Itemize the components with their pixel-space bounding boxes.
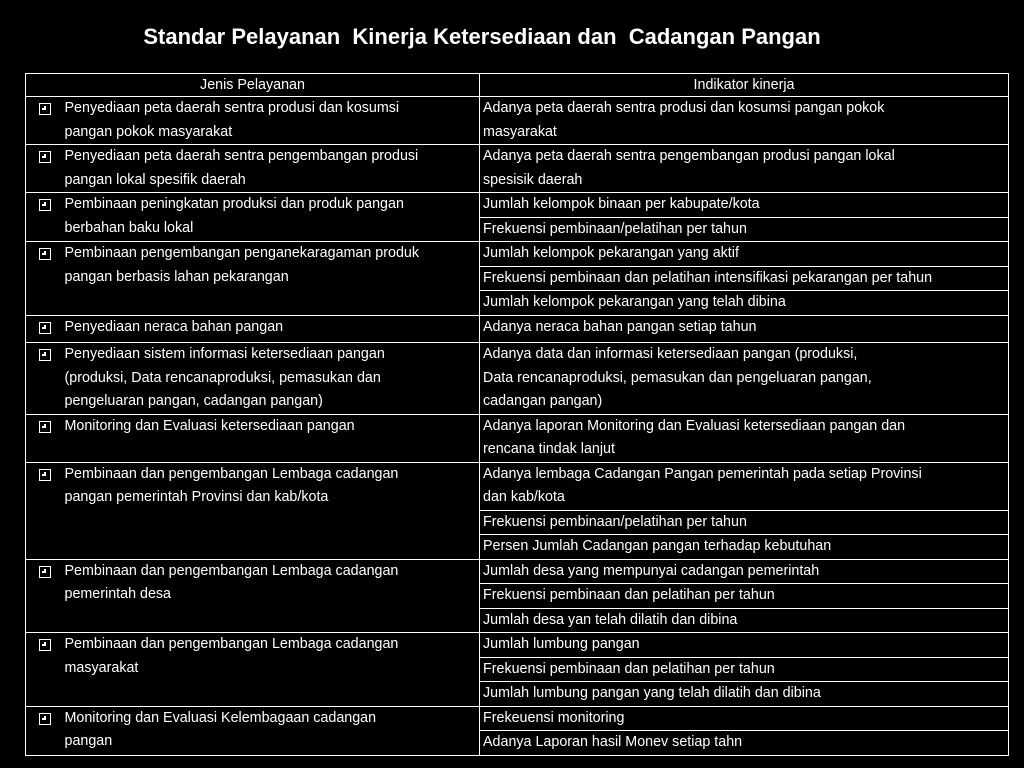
checkbox-bullet-icon xyxy=(39,566,51,578)
table-row xyxy=(26,633,1009,658)
bullet-cell xyxy=(26,242,62,316)
header-jenis-pelayanan: Jenis Pelayanan xyxy=(26,74,480,97)
checkbox-bullet-icon xyxy=(39,639,51,651)
jenis-pelayanan-cell: Penyediaan neraca bahan pangan xyxy=(62,315,480,343)
bullet-cell xyxy=(26,706,62,755)
indikator-kinerja-cell: Frekuensi pembinaan/pelatihan per tahun xyxy=(480,217,1009,242)
indikator-kinerja-cell: Frekuensi pembinaan dan pelatihan per tahun xyxy=(480,657,1009,682)
jenis-pelayanan-cell: Pembinaan dan pengembangan Lembaga cadangan pemerintah desa xyxy=(62,559,480,633)
indikator-kinerja-cell: Jumlah lumbung pangan xyxy=(480,633,1009,658)
indikator-kinerja-cell: Adanya Laporan hasil Monev setiap tahn xyxy=(480,731,1009,756)
indikator-kinerja-cell: Adanya data dan informasi ketersediaan pangan (produksi, Data rencanaproduksi, pemasukan dan pengeluaran pangan, cadangan pangan) xyxy=(480,343,1009,415)
jenis-pelayanan-cell: Pembinaan peningkatan produksi dan produk pangan berbahan baku lokal xyxy=(62,193,480,242)
table-row xyxy=(26,559,1009,584)
jenis-pelayanan-cell: Monitoring dan Evaluasi ketersediaan pangan xyxy=(62,414,480,462)
indikator-kinerja-cell: Adanya peta daerah sentra produsi dan kosumsi pangan pokok masyarakat xyxy=(480,97,1009,145)
bullet-cell xyxy=(26,97,62,145)
header-indikator-kinerja: Indikator kinerja xyxy=(480,74,1009,97)
service-standard-table xyxy=(25,73,1009,756)
indikator-kinerja-cell: Adanya lembaga Cadangan Pangan pemerintah pada setiap Provinsi dan kab/kota xyxy=(480,462,1009,510)
checkbox-bullet-icon xyxy=(39,248,51,260)
checkbox-bullet-icon xyxy=(39,322,51,334)
table-row xyxy=(26,242,1009,267)
table-row xyxy=(26,414,1009,462)
bullet-cell xyxy=(26,414,62,462)
indikator-kinerja-cell: Frekeuensi monitoring xyxy=(480,706,1009,731)
indikator-kinerja-cell: Frekuensi pembinaan dan pelatihan intensifikasi pekarangan per tahun xyxy=(480,266,1009,291)
jenis-pelayanan-cell: Penyediaan peta daerah sentra pengembangan produsi pangan lokal spesifik daerah xyxy=(62,145,480,193)
jenis-pelayanan-cell: Pembinaan pengembangan penganekaragaman produk pangan berbasis lahan pekarangan xyxy=(62,242,480,316)
bullet-cell xyxy=(26,315,62,343)
bullet-cell xyxy=(26,633,62,707)
table-header-row xyxy=(26,74,1009,97)
table-row xyxy=(26,145,1009,193)
slide-title: Standar Pelayanan Kinerja Ketersediaan dan Cadangan Pangan xyxy=(143,24,821,49)
table-row xyxy=(26,343,1009,415)
indikator-kinerja-cell: Jumlah kelompok pekarangan yang aktif xyxy=(480,242,1009,267)
bullet-cell xyxy=(26,559,62,633)
indikator-kinerja-cell: Adanya laporan Monitoring dan Evaluasi ketersediaan pangan dan rencana tindak lanjut xyxy=(480,414,1009,462)
jenis-pelayanan-cell: Penyediaan sistem informasi ketersediaan pangan (produksi, Data rencanaproduksi, pemasukan dan pengeluaran pangan, cadangan pangan) xyxy=(62,343,480,415)
indikator-kinerja-cell: Jumlah lumbung pangan yang telah dilatih dan dibina xyxy=(480,682,1009,707)
bullet-cell xyxy=(26,343,62,415)
table-row xyxy=(26,462,1009,510)
table-row xyxy=(26,706,1009,731)
checkbox-bullet-icon xyxy=(39,151,51,163)
indikator-kinerja-cell: Jumlah desa yang mempunyai cadangan pemerintah xyxy=(480,559,1009,584)
indikator-kinerja-cell: Jumlah kelompok binaan per kabupate/kota xyxy=(480,193,1009,218)
indikator-kinerja-cell: Jumlah desa yan telah dilatih dan dibina xyxy=(480,608,1009,633)
bullet-cell xyxy=(26,145,62,193)
indikator-kinerja-cell: Jumlah kelompok pekarangan yang telah dibina xyxy=(480,291,1009,316)
checkbox-bullet-icon xyxy=(39,713,51,725)
indikator-kinerja-cell: Persen Jumlah Cadangan pangan terhadap kebutuhan xyxy=(480,535,1009,560)
table-row xyxy=(26,315,1009,343)
table-row xyxy=(26,97,1009,145)
bullet-cell xyxy=(26,462,62,559)
table-body xyxy=(26,97,1009,756)
jenis-pelayanan-cell: Pembinaan dan pengembangan Lembaga cadangan masyarakat xyxy=(62,633,480,707)
jenis-pelayanan-cell: Pembinaan dan pengembangan Lembaga cadangan pangan pemerintah Provinsi dan kab/kota xyxy=(62,462,480,559)
checkbox-bullet-icon xyxy=(39,469,51,481)
checkbox-bullet-icon xyxy=(39,349,51,361)
indikator-kinerja-cell: Frekuensi pembinaan/pelatihan per tahun xyxy=(480,510,1009,535)
checkbox-bullet-icon xyxy=(39,103,51,115)
jenis-pelayanan-cell: Penyediaan peta daerah sentra produsi dan kosumsi pangan pokok masyarakat xyxy=(62,97,480,145)
jenis-pelayanan-cell: Monitoring dan Evaluasi Kelembagaan cadangan pangan xyxy=(62,706,480,755)
indikator-kinerja-cell: Adanya neraca bahan pangan setiap tahun xyxy=(480,315,1009,343)
bullet-cell xyxy=(26,193,62,242)
table-row xyxy=(26,193,1009,218)
checkbox-bullet-icon xyxy=(39,199,51,211)
indikator-kinerja-cell: Frekuensi pembinaan dan pelatihan per tahun xyxy=(480,584,1009,609)
indikator-kinerja-cell: Adanya peta daerah sentra pengembangan produsi pangan lokal spesisik daerah xyxy=(480,145,1009,193)
checkbox-bullet-icon xyxy=(39,421,51,433)
